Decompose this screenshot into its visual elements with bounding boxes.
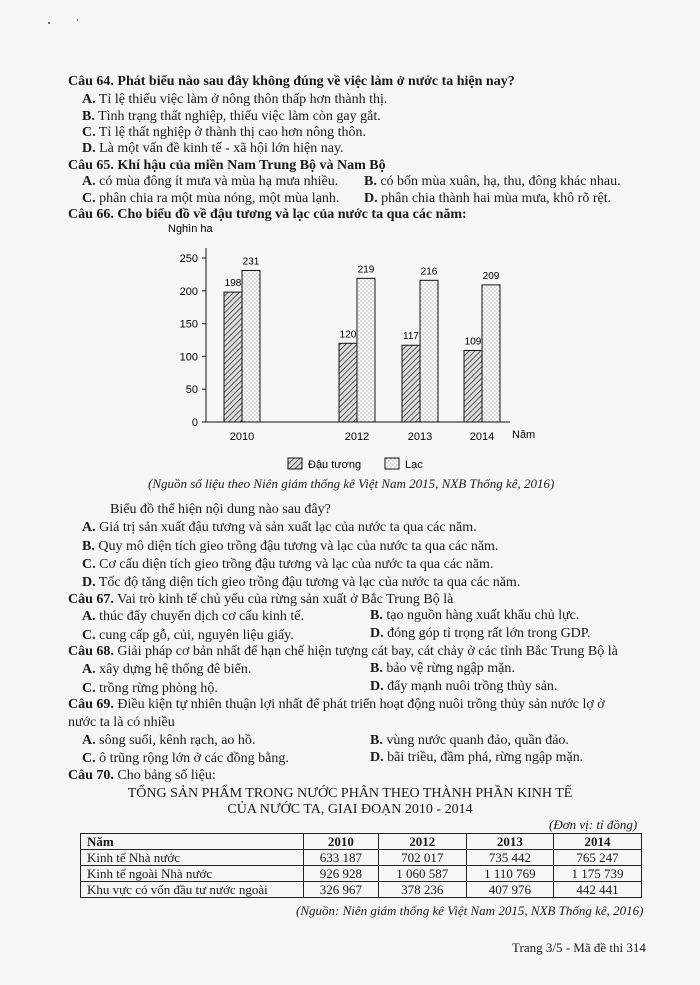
page-footer: Trang 3/5 - Mã đề thi 314 <box>512 940 646 955</box>
gdp-table <box>80 833 642 898</box>
table-cell: 926 928 <box>304 866 379 882</box>
bar-dau-tuong-2010 <box>224 292 242 422</box>
bar-dau-tuong-2014 <box>464 350 482 422</box>
q64-option-d[interactable]: D. Là một vấn đề kinh tế - xã hội lớn hiện nay. <box>82 141 344 156</box>
q69-stem-line1: Câu 69. Điều kiện tự nhiên thuận lợi nhất để phát triển hoạt động nuôi trồng thủy sản nước lợ ở <box>68 697 605 712</box>
x-tick-label: 2014 <box>469 431 495 443</box>
y-tick-label: 200 <box>179 285 198 298</box>
q67-option-c[interactable]: C. cung cấp gỗ, củi, nguyên liệu giấy. <box>82 628 294 643</box>
q66-option-c[interactable]: C. Cơ cấu diện tích gieo trồng đậu tương và lạc của nước ta qua các năm. <box>82 557 494 572</box>
data-label: 109 <box>464 336 482 348</box>
q68-stem: Câu 68. Giải pháp cơ bản nhất để hạn chế hiện tượng cát bay, cát chảy ở các tỉnh Bắc Trung Bộ là <box>68 644 618 659</box>
q68-option-a[interactable]: A. xây dựng hệ thống đê biển. <box>82 662 252 677</box>
q67-option-b[interactable]: B. tạo nguồn hàng xuất khẩu chủ lực. <box>370 608 580 623</box>
data-label: 120 <box>339 329 357 341</box>
y-tick-label: 250 <box>179 253 198 265</box>
table-header-cell: 2013 <box>466 834 553 850</box>
table-cell: 407 976 <box>466 882 553 898</box>
y-tick-label: 150 <box>179 318 198 331</box>
table-cell: Kinh tế ngoài Nhà nước <box>81 866 304 882</box>
data-label: 216 <box>420 266 438 278</box>
scan-speck <box>48 22 50 24</box>
q68-option-b[interactable]: B. bảo vệ rừng ngập mặn. <box>370 661 515 676</box>
table-header-cell: 2010 <box>304 834 379 850</box>
legend <box>288 458 423 471</box>
table-title-line1: TỔNG SẢN PHẨM TRONG NƯỚC PHÂN THEO THÀNH PHẦN KINH TẾ <box>127 786 573 801</box>
q65-option-d[interactable]: D. phân chia thành hai mùa mưa, khô rõ rệt. <box>364 191 612 206</box>
q67-option-a[interactable]: A. thúc đẩy chuyển dịch cơ cấu kinh tế. <box>82 609 305 624</box>
table-title-line2: CỦA NƯỚC TA, GIAI ĐOẠN 2010 - 2014 <box>227 802 473 817</box>
q65-option-a[interactable]: A. có mùa đông ít mưa và mùa hạ mưa nhiều. <box>82 174 339 189</box>
q67-stem: Câu 67. Vai trò kinh tế chủ yếu của rừng sản xuất ở Bắc Trung Bộ là <box>68 592 454 607</box>
table-cell: 442 441 <box>554 882 642 898</box>
q69-option-b[interactable]: B. vùng nước quanh đảo, quần đảo. <box>370 733 569 748</box>
q64-stem: Câu 64. Phát biểu nào sau đây không đúng về việc làm ở nước ta hiện nay? <box>68 74 515 89</box>
x-tick-label: 2010 <box>229 431 255 443</box>
table-header-row <box>81 834 642 850</box>
table-cell: 326 967 <box>304 882 379 898</box>
q69-option-d[interactable]: D. bãi triều, đầm phá, rừng ngập mặn. <box>370 750 584 765</box>
bar-lac-2012 <box>357 278 375 422</box>
y-tick-label: 0 <box>191 417 198 429</box>
legend-label-lac: Lạc <box>405 459 423 471</box>
bar-chart <box>0 220 700 480</box>
q67-option-d[interactable]: D. đóng góp tỉ trọng rất lớn trong GDP. <box>370 626 591 641</box>
data-label: 198 <box>224 278 242 290</box>
table-cell: 378 236 <box>378 882 466 898</box>
table-cell: 1 060 587 <box>378 866 466 882</box>
table-cell: 1 110 769 <box>466 866 553 882</box>
q66-option-d[interactable]: D. Tốc độ tăng diện tích gieo trồng đậu tương và lạc của nước ta qua các năm. <box>82 575 521 590</box>
q66-option-a[interactable]: A. Giá trị sản xuất đậu tương và sản xuất lạc của nước ta qua các năm. <box>82 520 477 535</box>
q65-stem: Câu 65. Khí hậu của miền Nam Trung Bộ và Nam Bộ <box>68 158 386 173</box>
legend-swatch-dau-tuong <box>288 458 302 469</box>
y-tick-label: 50 <box>185 384 198 397</box>
x-tick-label: 2012 <box>344 431 370 443</box>
table-cell: Khu vực có vốn đầu tư nước ngoài <box>81 882 304 898</box>
bar-lac-2010 <box>242 270 260 422</box>
q64-option-a[interactable]: A. Tỉ lệ thiếu việc làm ở nông thôn thấp hơn thành thị. <box>82 92 388 107</box>
table-header-cell: 2014 <box>554 834 642 850</box>
q65-option-b[interactable]: B. có bốn mùa xuân, hạ, thu, đông khác nhau. <box>364 174 621 189</box>
y-tick-label: 100 <box>179 351 198 364</box>
q68-option-c[interactable]: C. trồng rừng phòng hộ. <box>82 681 218 696</box>
y-axis-label: Nghìn ha <box>168 223 213 235</box>
table-row <box>81 882 642 898</box>
q66-question: Biểu đồ thể hiện nội dung nào sau đây? <box>110 502 331 517</box>
q66-option-b[interactable]: B. Quy mô diện tích gieo trồng đậu tương và lạc của nước ta qua các năm. <box>82 539 499 554</box>
table-header-cell: Năm <box>81 834 304 850</box>
table-source: (Nguồn: Niên giám thống kê Việt Nam 2015, NXB Thống kê, 2016) <box>296 903 644 918</box>
chart-source: (Nguồn số liệu theo Niên giám thống kê Việt Nam 2015, NXB Thống kê, 2016) <box>148 476 555 491</box>
q69-option-a[interactable]: A. sông suối, kênh rạch, ao hồ. <box>82 733 256 748</box>
bar-dau-tuong-2013 <box>402 345 420 422</box>
legend-label-dau-tuong: Đậu tương <box>308 459 362 471</box>
q68-option-d[interactable]: D. đẩy mạnh nuôi trồng thủy sản. <box>370 679 558 694</box>
x-tick-label: 2013 <box>407 431 433 443</box>
data-label: 209 <box>482 270 500 282</box>
q64-option-c[interactable]: C. Tỉ lệ thất nghiệp ở thành thị cao hơn nông thôn. <box>82 125 367 140</box>
q69-stem-line2: nước ta là có nhiều <box>68 715 175 730</box>
q70-stem: Câu 70. Cho bảng số liệu: <box>68 768 216 783</box>
legend-swatch-lac <box>385 458 399 469</box>
data-label: 219 <box>357 264 375 276</box>
table-cell: 765 247 <box>554 850 642 866</box>
x-axis-label: Năm <box>512 429 536 441</box>
data-label: 117 <box>403 331 419 343</box>
table-cell: 702 017 <box>378 850 466 866</box>
bar-lac-2013 <box>420 280 438 422</box>
table-row <box>81 866 642 882</box>
table-cell: Kinh tế Nhà nước <box>81 850 304 866</box>
table-row <box>81 850 642 866</box>
scan-speck <box>77 19 78 21</box>
bar-lac-2014 <box>482 285 500 422</box>
table-cell: 735 442 <box>466 850 553 866</box>
table-unit: (Đơn vị: tỉ đồng) <box>549 817 638 832</box>
q66-stem: Câu 66. Cho biểu đồ về đậu tương và lạc của nước ta qua các năm: <box>68 207 467 222</box>
data-label: 231 <box>242 256 260 268</box>
table-cell: 1 175 739 <box>554 866 642 882</box>
q64-option-b[interactable]: B. Tình trạng thất nghiệp, thiếu việc làm còn gay gắt. <box>82 109 381 124</box>
q65-option-c[interactable]: C. phân chia ra một mùa nóng, một mùa lạnh. <box>82 191 340 206</box>
q69-option-c[interactable]: C. ô trũng rộng lớn ở các đồng bằng. <box>82 751 289 766</box>
table-header-cell: 2012 <box>378 834 466 850</box>
table-cell: 633 187 <box>304 850 379 866</box>
bar-dau-tuong-2012 <box>339 343 357 422</box>
